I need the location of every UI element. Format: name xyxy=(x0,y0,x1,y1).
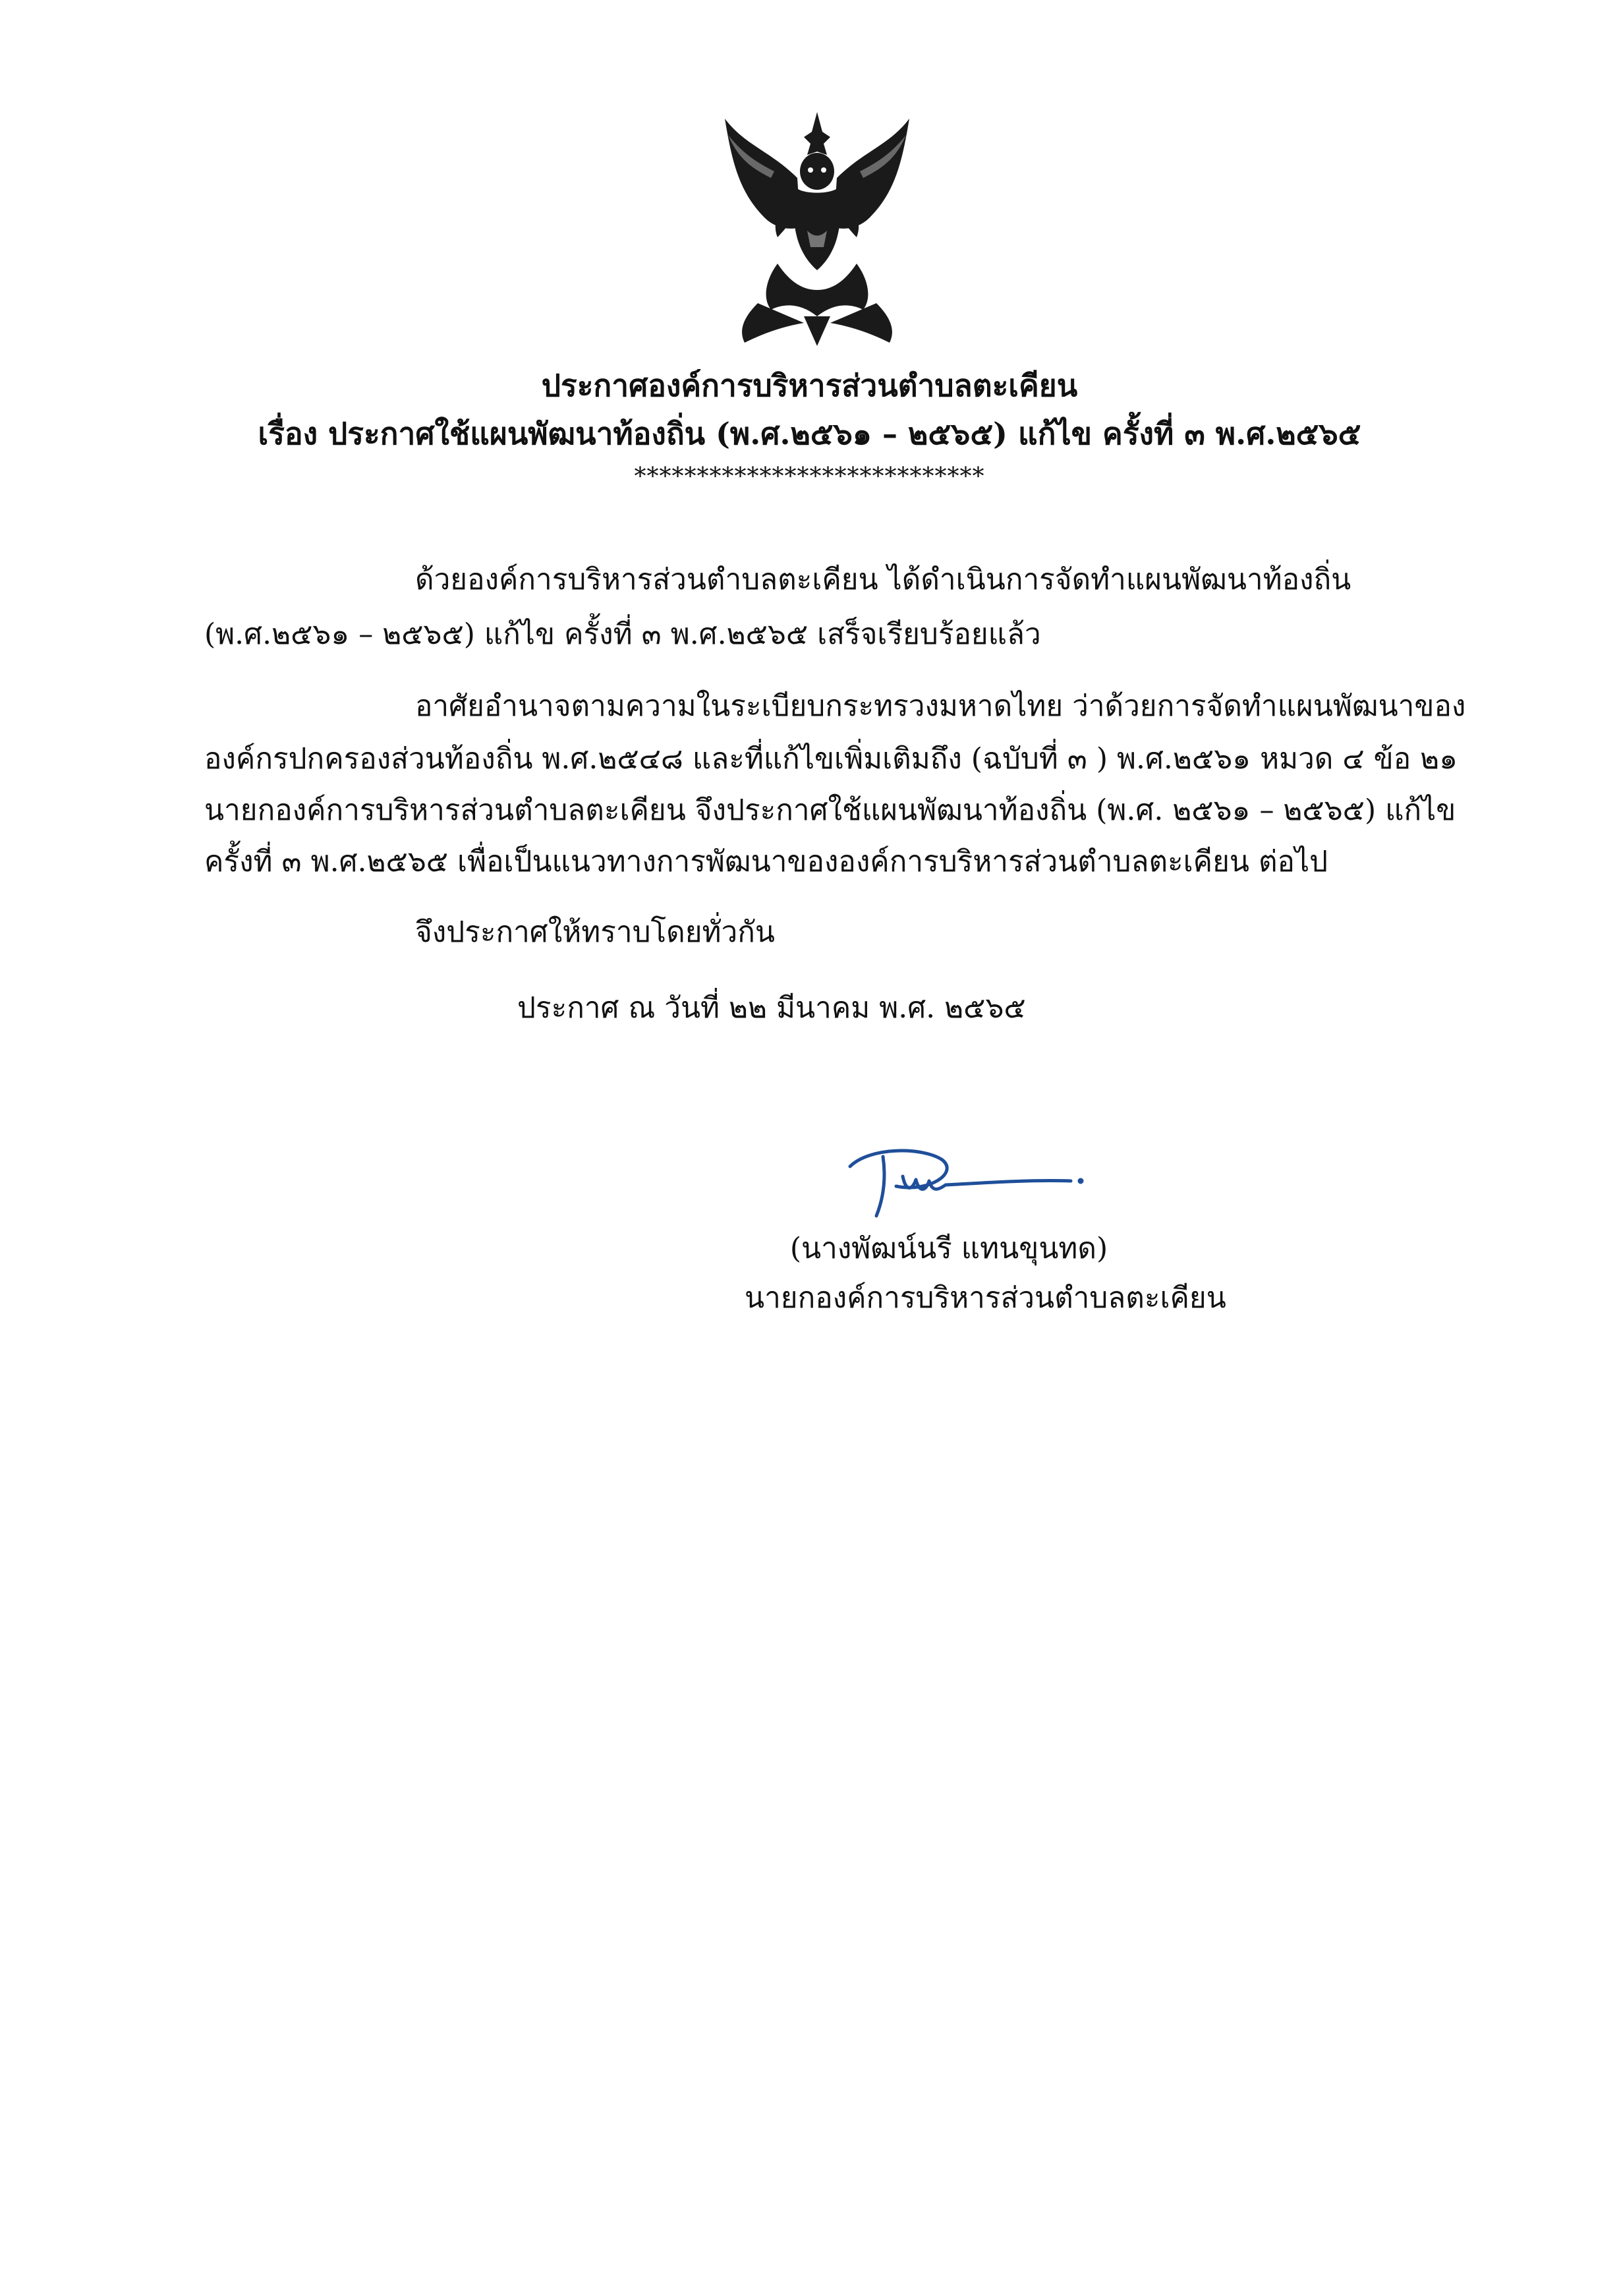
paragraph-2-line-1: อาศัยอำนาจตามความในระเบียบกระทรวงมหาดไทย ว่าด้วยการจัดทำแผนพัฒนาของ xyxy=(415,689,1466,723)
handwritten-signature xyxy=(830,1140,1094,1226)
signatory-position: นายกองค์การบริหารส่วนตำบลตะเคียน xyxy=(745,1281,1226,1315)
signatory-name: (นางพัฒน์นรี แทนขุนทด) xyxy=(789,1232,1108,1265)
announcement-date: ประกาศ ณ วันที่ ๒๒ มีนาคม พ.ศ. ๒๕๖๕ xyxy=(517,991,1026,1025)
paragraph-2-line-4: ครั้งที่ ๓ พ.ศ.๒๕๖๕ เพื่อเป็นแนวทางการพัฒนาขององค์การบริหารส่วนตำบลตะเคียน ต่อไป xyxy=(204,845,1328,878)
announce-statement: จึงประกาศให้ทราบโดยทั่วกัน xyxy=(415,915,775,949)
paragraph-1-line-1: ด้วยองค์การบริหารส่วนตำบลตะเคียน ได้ดำเนินการจัดทำแผนพัฒนาท้องถิ่น xyxy=(415,563,1351,596)
paragraph-1-line-2: (พ.ศ.๒๕๖๑ – ๒๕๖๕) แก้ไข ครั้งที่ ๓ พ.ศ.๒๕๖๕ เสร็จเรียบร้อยแล้ว xyxy=(204,617,1041,651)
paragraph-2-line-2: องค์กรปกครองส่วนท้องถิ่น พ.ศ.๒๕๔๘ และที่แก้ไขเพิ่มเติมถึง (ฉบับที่ ๓ ) พ.ศ.๒๕๖๑ หมวด ๔ ข้อ ๒๑ xyxy=(204,742,1458,776)
paragraph-2-line-3: นายกองค์การบริหารส่วนตำบลตะเคียน จึงประกาศใช้แผนพัฒนาท้องถิ่น (พ.ศ. ๒๕๖๑ – ๒๕๖๕) แก้ไข xyxy=(204,793,1456,827)
header-divider: **************************** xyxy=(634,463,985,490)
announcement-title: ประกาศองค์การบริหารส่วนตำบลตะเคียน xyxy=(541,368,1078,403)
garuda-emblem-icon xyxy=(718,105,916,349)
announcement-subject: เรื่อง ประกาศใช้แผนพัฒนาท้องถิ่น (พ.ศ.๒๕๖๑ – ๒๕๖๕) แก้ไข ครั้งที่ ๓ พ.ศ.๒๕๖๕ xyxy=(258,416,1361,451)
